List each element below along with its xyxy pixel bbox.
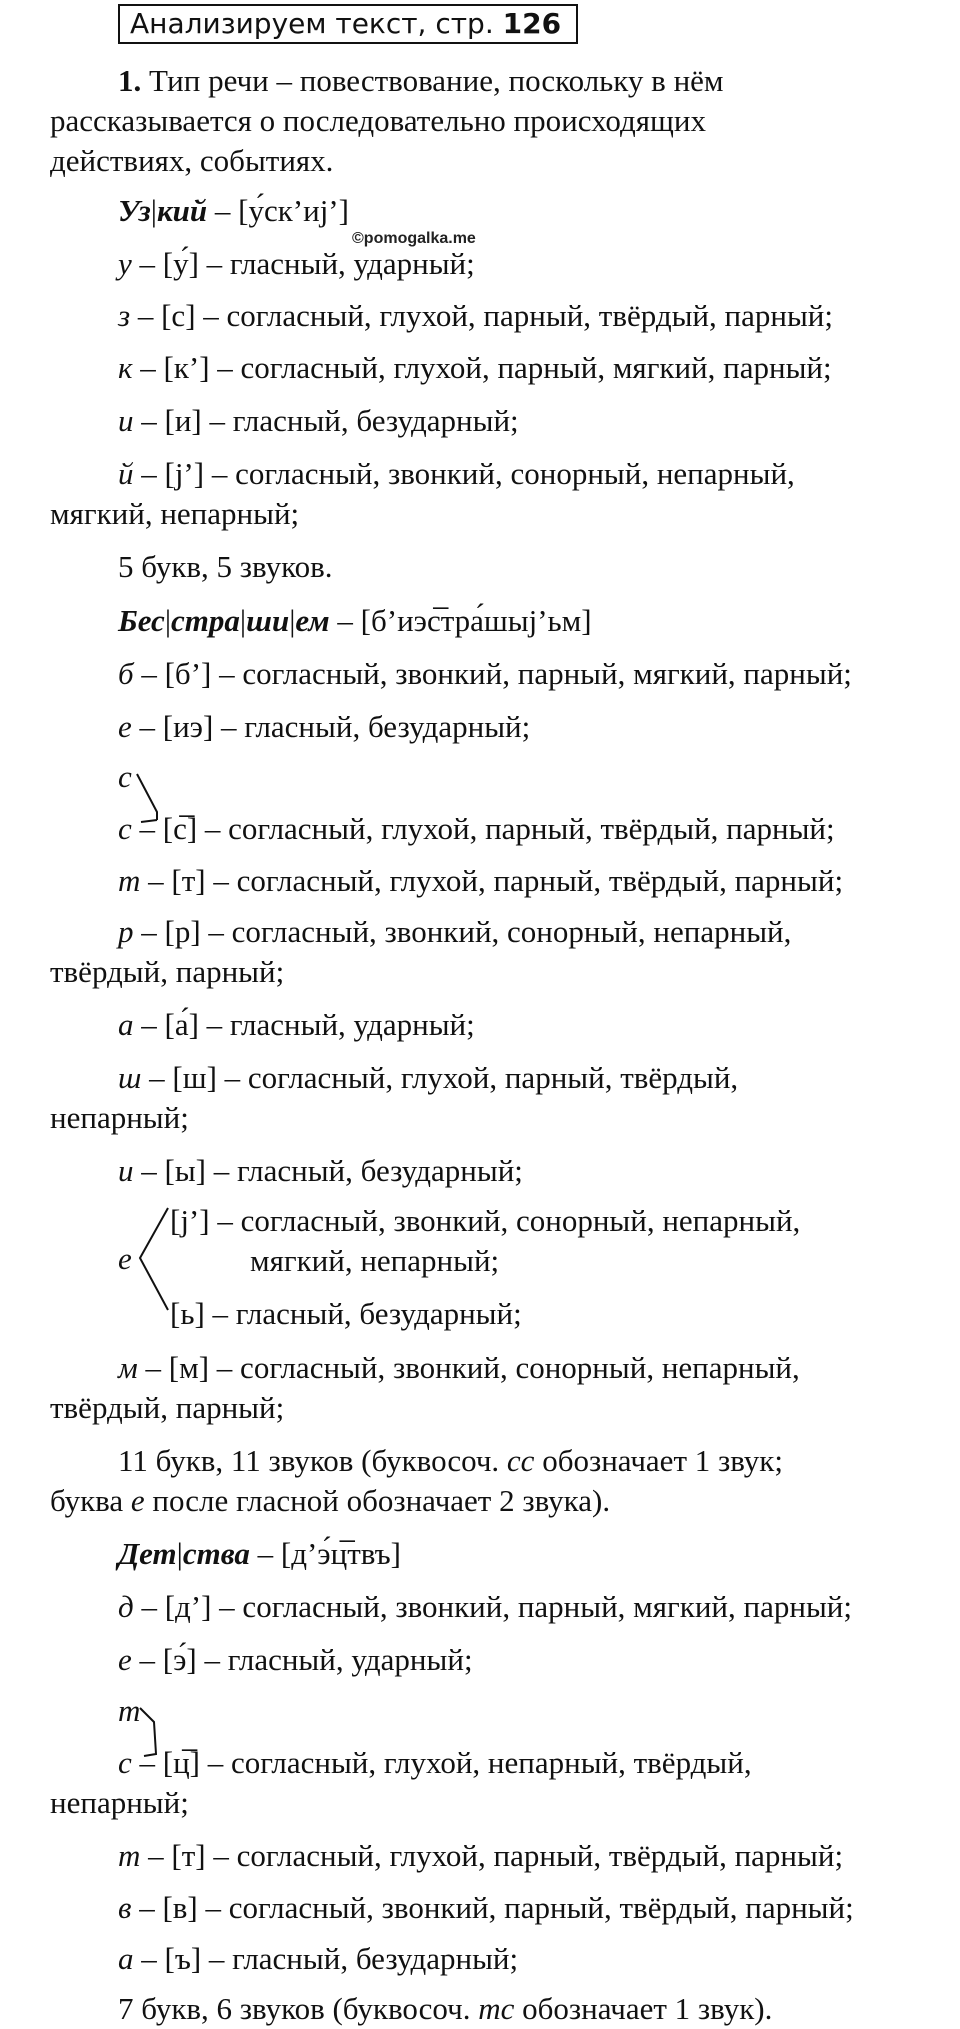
sound-row: а – [ъ] – гласный, безударный; [118, 1941, 519, 1976]
sound-row: и – [и] – гласный, безударный; [118, 403, 519, 438]
word-heading-detstva: Дет|ства – [д’э́ц̅твъ] [118, 1536, 401, 1571]
word-summary: 5 букв, 5 звуков. [118, 549, 333, 584]
branch-letter: е [118, 1241, 132, 1276]
sound-row: а – [а́] – гласный, ударный; [118, 1007, 475, 1042]
sound-row: у – [у́] – гласный, ударный; [118, 246, 475, 281]
intro-line-2: рассказывается о последовательно происходящих [50, 103, 706, 138]
word-summary: 7 букв, 6 звуков (буквосоч. тс обозначает 1 звук). [118, 1991, 773, 2026]
sound-row: м – [м] – согласный, звонкий, сонорный, непарный, [118, 1350, 800, 1385]
sound-row: з – [с] – согласный, глухой, парный, твёрдый, парный; [118, 298, 833, 333]
word-heading-uzkiy: Уз|кий – [у́ск’иj’] [118, 193, 349, 228]
word-summary-continuation: буква е после гласной обозначает 2 звука). [50, 1483, 611, 1518]
sound-row-continuation: твёрдый, парный; [50, 954, 285, 989]
branch-lower: [ь] – гласный, безударный; [170, 1296, 522, 1331]
sound-row-continuation: твёрдый, парный; [50, 1390, 285, 1425]
sound-row-continuation: непарный; [50, 1785, 189, 1820]
sound-row: е – [э́] – гласный, ударный; [118, 1642, 473, 1677]
word-heading-besstrashiem: Бес|стра|ши|ем – [б’иэс̅тра́шыj’ьм] [118, 603, 592, 638]
sound-row: в – [в] – согласный, звонкий, парный, твёрдый, парный; [118, 1890, 854, 1925]
sound-row: б – [б’] – согласный, звонкий, парный, мягкий, парный; [118, 656, 852, 691]
task-number: 1. [118, 63, 142, 98]
sound-row: е – [иэ] – гласный, безударный; [118, 709, 531, 744]
branch-upper-continuation: мягкий, непарный; [250, 1243, 500, 1278]
sound-row: т – [т] – согласный, глухой, парный, твёрдый, парный; [118, 1838, 844, 1873]
intro-line-3: действиях, событиях. [50, 143, 334, 178]
sound-row: т – [т] – согласный, глухой, парный, твёрдый, парный; [118, 863, 844, 898]
sound-row: ш – [ш] – согласный, глухой, парный, твёрдый, [118, 1060, 739, 1095]
sound-row: д – [д’] – согласный, звонкий, парный, мягкий, парный; [118, 1589, 852, 1624]
sound-row: й – [j’] – согласный, звонкий, сонорный, непарный, [118, 456, 795, 491]
word-summary: 11 букв, 11 звуков (буквосоч. сс обозначает 1 звук; [118, 1443, 783, 1478]
page-header [118, 4, 578, 44]
watermark: ©pomogalka.me [352, 230, 476, 247]
sound-row: с – [с̅] – согласный, глухой, парный, твёрдый, парный; [118, 811, 835, 846]
sound-row: с [118, 759, 132, 794]
sound-row: т [118, 1693, 141, 1728]
sound-row-continuation: непарный; [50, 1100, 189, 1135]
sound-row: и – [ы] – гласный, безударный; [118, 1153, 523, 1188]
sound-row-continuation: мягкий, непарный; [50, 496, 300, 531]
branch-upper: [j’] – согласный, звонкий, сонорный, непарный, [170, 1203, 801, 1238]
sound-row: с – [ц̅] – согласный, глухой, непарный, твёрдый, [118, 1745, 752, 1780]
header-page-number: 126 [502, 7, 562, 40]
intro-line-1: 1. Тип речи – повествование, поскольку в нём [118, 63, 724, 98]
sound-row: к – [к’] – согласный, глухой, парный, мягкий, парный; [118, 350, 832, 385]
sound-row: р – [р] – согласный, звонкий, сонорный, непарный, [118, 914, 792, 949]
header-title: Анализируем текст, стр. [130, 7, 494, 40]
